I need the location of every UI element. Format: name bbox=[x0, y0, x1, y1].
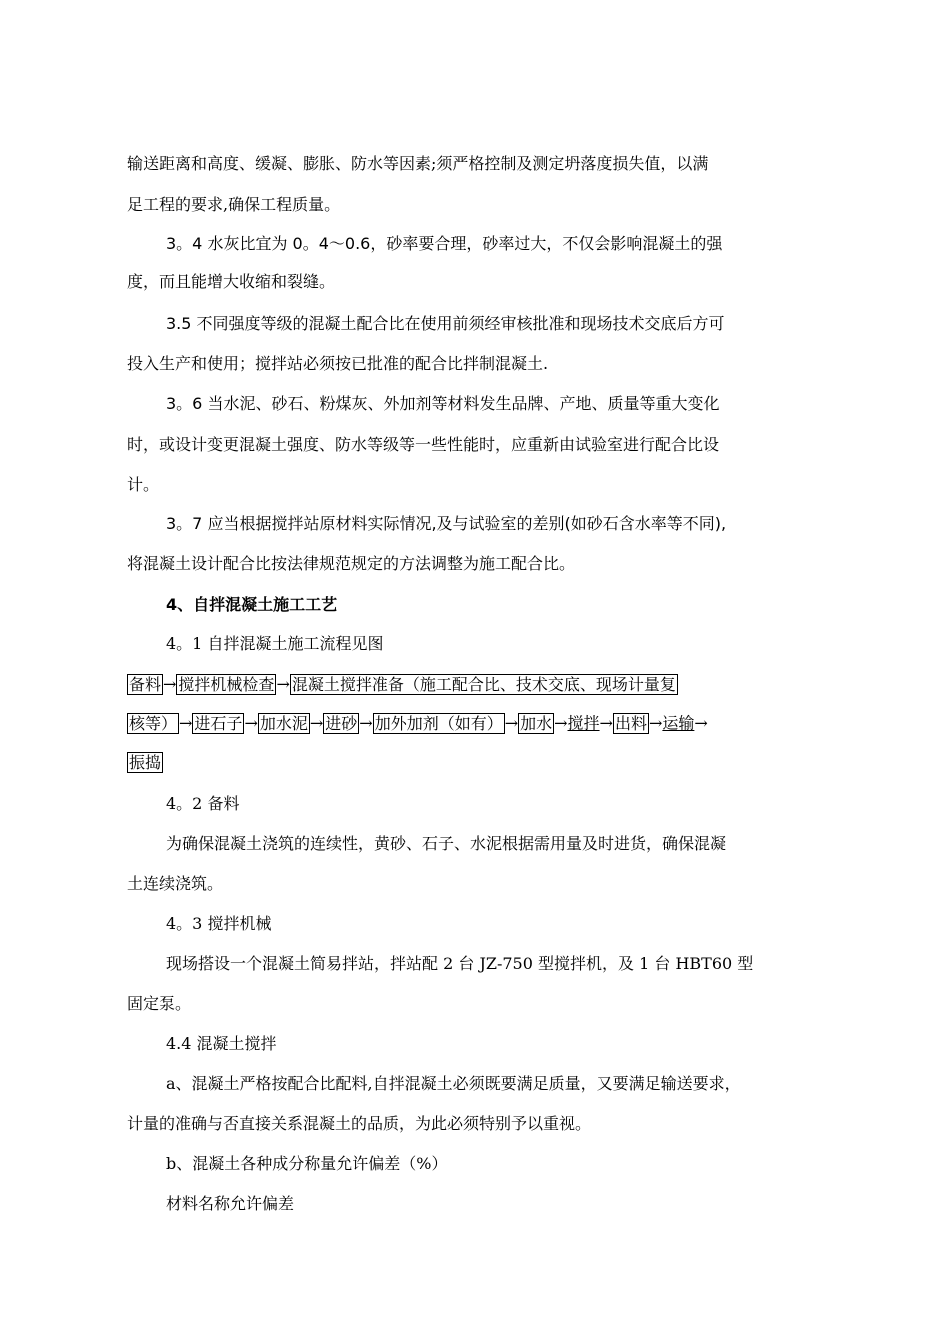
flow-arrow: → bbox=[309, 713, 324, 733]
flow-step: 加水泥 bbox=[259, 714, 308, 733]
flow-line-2 bbox=[127, 712, 708, 735]
paragraph-line: 3。6 当水泥、砂石、粉煤灰、外加剂等材料发生品牌、产地、质量等重大变化 bbox=[166, 394, 720, 413]
paragraph-line: 3。7 应当根据搅拌站原材料实际情况,及与试验室的差别(如砂石含水率等不同), bbox=[166, 514, 727, 533]
flow-arrow: → bbox=[244, 713, 258, 733]
paragraph-line: 时，或设计变更混凝土强度、防水等级等一些性能时，应重新由试验室进行配合比设 bbox=[127, 435, 720, 454]
paragraph-line: 为确保混凝土浇筑的连续性，黄砂、石子、水泥根据需用量及时进货，确保混凝 bbox=[166, 834, 727, 853]
flow-arrow: → bbox=[163, 674, 177, 694]
flow-arrow: → bbox=[359, 713, 373, 733]
paragraph-line: 度，而且能增大收缩和裂缝。 bbox=[127, 272, 336, 291]
flow-step: 进砂 bbox=[325, 714, 358, 733]
subsection-heading: 4.4 混凝土搅拌 bbox=[166, 1034, 277, 1053]
paragraph-line: 现场搭设一个混凝土简易拌站，拌站配 2 台 JZ-750 型搅拌机，及 1 台 HBT60 型 bbox=[166, 954, 754, 973]
paragraph-line: a、混凝土严格按配合比配料,自拌混凝土必须既要满足质量，又要满足输送要求， bbox=[166, 1074, 741, 1093]
flow-arrow: → bbox=[648, 713, 663, 733]
flow-step: 混凝土搅拌准备（施工配合比、技术交底、现场计量复 bbox=[291, 675, 676, 694]
flow-step: 备料 bbox=[129, 675, 162, 694]
paragraph-line: 将混凝土设计配合比按法律规范规定的方法调整为施工配合比。 bbox=[127, 554, 576, 573]
flow-line-1 bbox=[127, 673, 678, 696]
flow-step: 出料 bbox=[614, 714, 647, 733]
subsection-heading: 4。1 自拌混凝土施工流程见图 bbox=[166, 634, 384, 653]
flow-step: 进石子 bbox=[194, 714, 243, 733]
flow-arrow: → bbox=[504, 713, 519, 733]
flow-step: 运输 bbox=[662, 713, 695, 733]
paragraph-line: b、混凝土各种成分称量允许偏差（%） bbox=[166, 1154, 448, 1173]
paragraph-line: 固定泵。 bbox=[127, 994, 192, 1013]
paragraph-line: 土连续浇筑。 bbox=[127, 874, 224, 893]
flow-step: 加水 bbox=[520, 714, 553, 733]
paragraph-line: 投入生产和使用；搅拌站必须按已批准的配合比拌制混凝土. bbox=[127, 354, 549, 373]
paragraph-line: 3。4 水灰比宜为 0。4～0.6，砂率要合理，砂率过大，不仅会影响混凝土的强 bbox=[166, 234, 723, 253]
paragraph-line: 3.5 不同强度等级的混凝土配合比在使用前须经审核批准和现场技术交底后方可 bbox=[166, 314, 725, 333]
flow-step: 振捣 bbox=[129, 753, 162, 772]
subsection-heading: 4。2 备料 bbox=[166, 794, 240, 813]
paragraph-line: 计量的准确与否直接关系混凝土的品质，为此必须特别予以重视。 bbox=[127, 1114, 592, 1133]
paragraph-line: 材料名称允许偏差 bbox=[166, 1194, 295, 1213]
flow-step: 搅拌 bbox=[567, 713, 600, 733]
section-heading: 4、自拌混凝土施工工艺 bbox=[166, 595, 338, 614]
flow-arrow: → bbox=[694, 713, 708, 733]
flow-arrow: → bbox=[276, 674, 290, 694]
paragraph-line: 输送距离和高度、缓凝、膨胀、防水等因素;须严格控制及测定坍落度损失值，以满 bbox=[127, 154, 709, 173]
paragraph-line: 计。 bbox=[127, 475, 160, 494]
flow-step: 搅拌机械检查 bbox=[178, 675, 275, 694]
flow-step: 加外加剂（如有） bbox=[374, 714, 503, 733]
paragraph-line: 足工程的要求,确保工程质量。 bbox=[127, 195, 341, 214]
subsection-heading: 4。3 搅拌机械 bbox=[166, 914, 272, 933]
flow-arrow: → bbox=[179, 713, 193, 733]
flow-step: 核等） bbox=[129, 714, 178, 733]
flow-arrow: → bbox=[599, 713, 613, 733]
flow-line-3 bbox=[127, 751, 163, 773]
flow-arrow: → bbox=[554, 713, 568, 733]
